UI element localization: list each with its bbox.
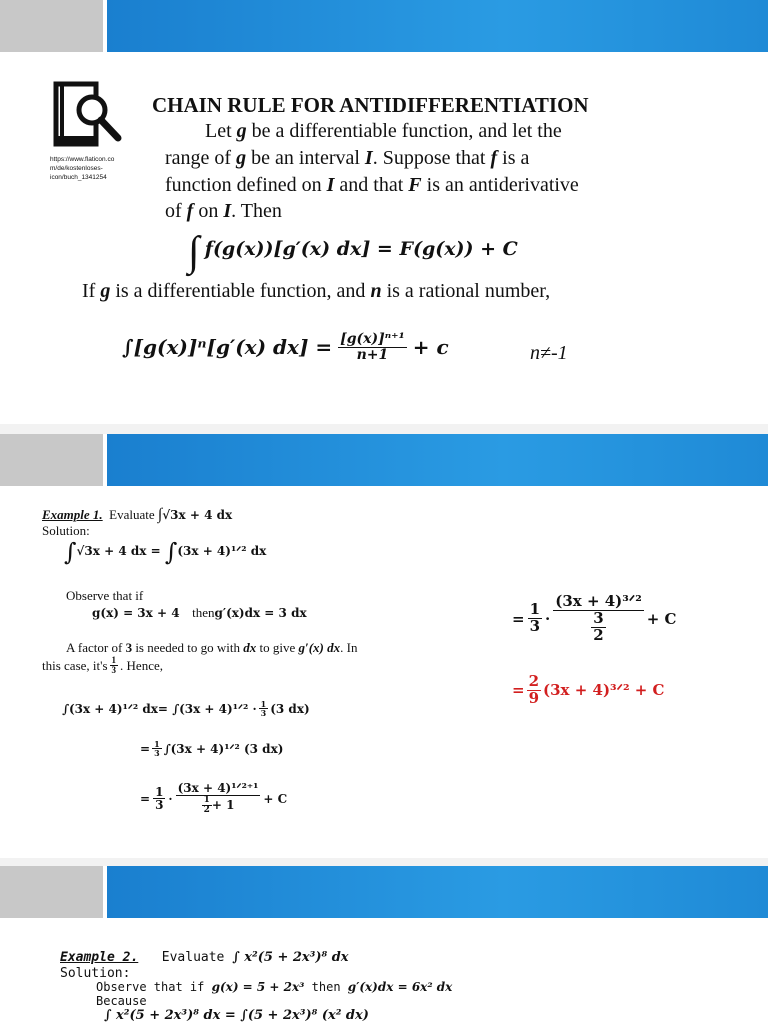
power-rule-formula: ∫[g(x)]ⁿ[g′(x) dx] = $\frac{\text{[g(x)]ⁿ⁺¹}}{n+1}$ + c bbox=[122, 331, 449, 363]
example-2-header: Example 2. Evaluate ∫ x²(5 + 2x³)⁸ dx bbox=[60, 950, 349, 965]
slide-1 bbox=[0, 0, 768, 420]
observe-text: Observe that if bbox=[66, 588, 144, 603]
header-gray-block bbox=[0, 0, 103, 52]
factor-text-1: A factor of 3 is needed to go with dx to give g′(x) dx. In bbox=[66, 640, 358, 655]
slide-separator-1 bbox=[0, 424, 768, 434]
eq-line-2: = $\frac{1}{3}$ ∫(3x + 4)¹ᐟ² (3 dx) bbox=[140, 739, 284, 759]
because-formula: ∫ x²(5 + 2x³)⁸ dx = ∫(5 + 2x³)⁸ (x² dx) bbox=[104, 1008, 369, 1023]
slide-3 bbox=[0, 866, 768, 1024]
chain-rule-formula: ∫ f(g(x))[g′(x) dx] = F(g(x)) + C bbox=[188, 229, 518, 275]
power-rule-condition: n≠-1 bbox=[530, 342, 568, 364]
header-gray-block bbox=[0, 434, 103, 486]
theorem-line-3: function defined on I and that F is an antiderivative bbox=[165, 174, 579, 196]
book-search-icon bbox=[52, 80, 142, 150]
g-definition: g(x) = 3x + 4 theng′(x)dx = 3 dx bbox=[92, 605, 307, 620]
power-rule-fraction: $\frac{\text{[g(x)]ⁿ⁺¹}}{n+1}$ bbox=[340, 331, 405, 363]
theorem-line-2: range of g be an interval I. Suppose that f is a bbox=[165, 147, 530, 169]
eq-line-3: = $\frac{1}{3}$ · (3x + 4)¹ᐟ²⁺¹ $\frac{1}{2}$ + 1 + C bbox=[140, 781, 288, 816]
slide-title: CHAIN RULE FOR ANTIDIFFERENTIATION bbox=[152, 93, 589, 117]
example-1-header: Example 1. Evaluate ∫√3x + 4 dx bbox=[42, 506, 233, 523]
theorem-line-1: Let g be a differentiable function, and let the bbox=[205, 120, 562, 142]
icon-caption: https://www.flaticon.co m/de/kostenloses- icon/buch_1341254 bbox=[50, 156, 115, 181]
header-blue-band bbox=[107, 0, 768, 52]
header-blue-band bbox=[107, 434, 768, 486]
eq-line-1: ∫(3x + 4)¹ᐟ² dx= ∫(3x + 4)¹ᐟ² · $\frac{1}{3}$ (3 dx) bbox=[62, 699, 310, 719]
result-line-1: = $\frac{1}{3}$ · $\frac{\text{(3x + 4)³ᐟ²}}{\frac{3}{2}}$ + C bbox=[512, 592, 677, 644]
solution-label: Solution: bbox=[42, 523, 90, 538]
because-label: Because bbox=[96, 994, 147, 1008]
header-gray-block bbox=[0, 866, 103, 918]
integral-sign: ∫ bbox=[188, 229, 200, 275]
theorem-line-4: of f on I. Then bbox=[165, 200, 282, 222]
power-rule-intro: If g is a differentiable function, and n is a rational number, bbox=[82, 280, 551, 302]
observe-line: Observe that if g(x) = 5 + 2x³ then g′(x)dx = 6x² dx bbox=[96, 980, 453, 994]
final-answer: = $\frac{2}{9}$ (3x + 4)³ᐟ² + C bbox=[512, 672, 665, 707]
header-blue-band bbox=[107, 866, 768, 918]
slide-2 bbox=[0, 434, 768, 858]
solution-label: Solution: bbox=[60, 966, 131, 981]
step-1: ∫√3x + 4 dx = ∫(3x + 4)¹ᐟ² dx bbox=[64, 538, 267, 566]
factor-text-2: this case, it's $\frac{1}{3}$ . Hence, bbox=[42, 655, 163, 676]
